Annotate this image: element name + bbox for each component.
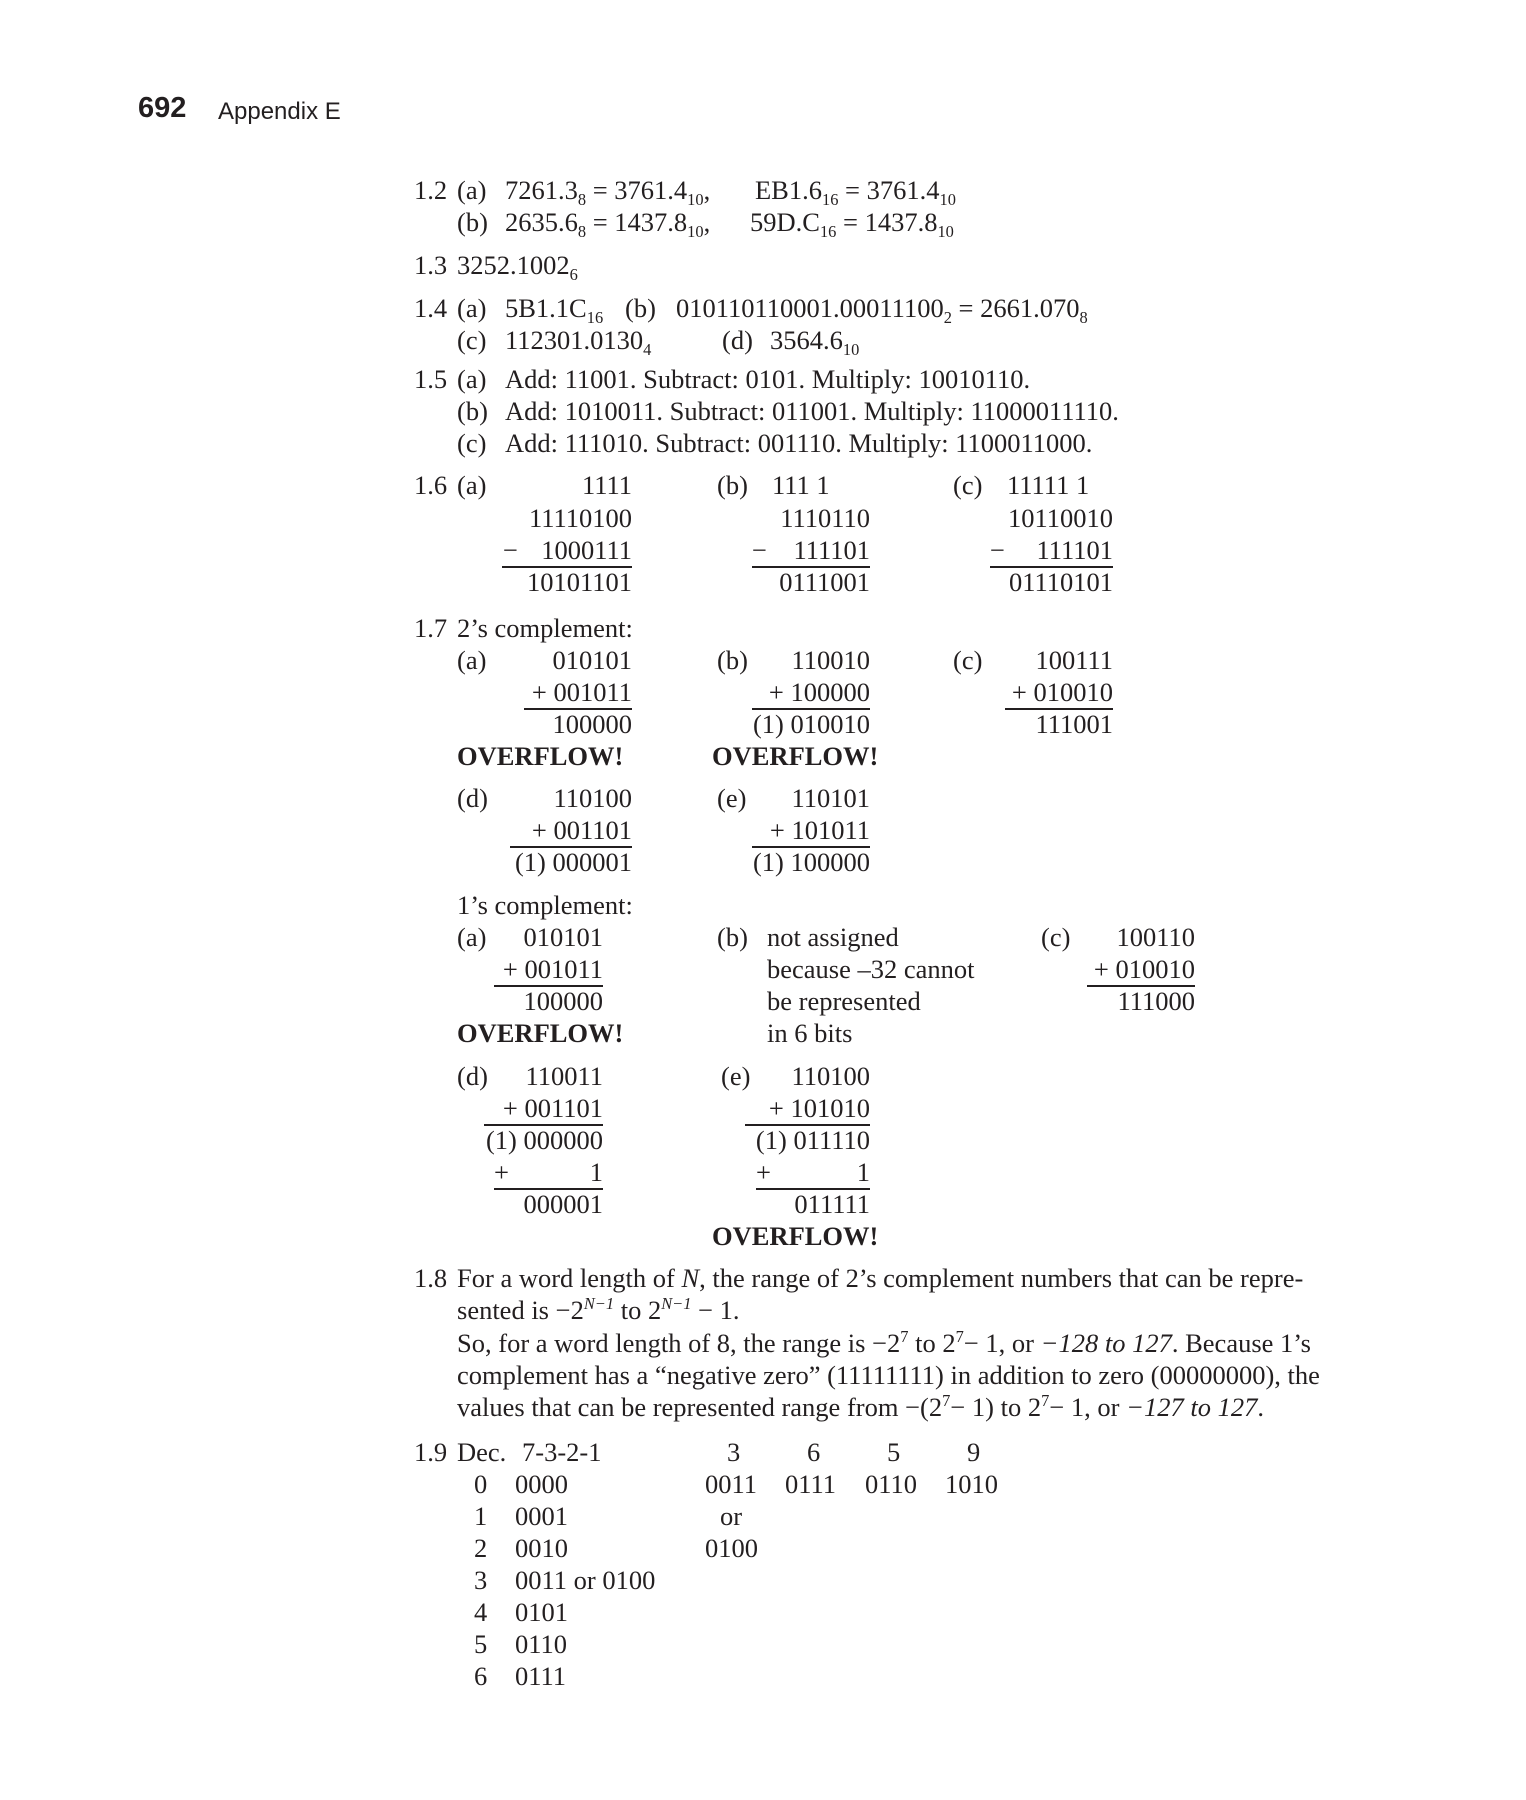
problem-1-4d-answer: $3564.6_{10}$ [770, 325, 860, 359]
table-row-2-code: 0010 [515, 1533, 568, 1563]
problem-1-6c-subtrahend: 111101 [1036, 535, 1113, 565]
problem-1-6b-subtrahend: 111101 [793, 535, 870, 565]
ones-c-addend: + 010010 [1093, 954, 1195, 984]
problem-1-2b-label: (b) [457, 207, 488, 237]
problem-1-5c-label: (c) [457, 428, 487, 458]
problem-1-4-number: 1.4 [414, 293, 448, 323]
twos-d-label: (d) [457, 783, 488, 813]
encoded-3-or: or [720, 1501, 743, 1531]
ones-e-result: 011111 [794, 1189, 870, 1219]
ones-d-plus: + [494, 1157, 509, 1187]
ones-complement-heading: 1’s complement: [457, 890, 633, 920]
table-row-1-code: 0001 [515, 1501, 568, 1531]
problem-1-2a-octal: $7261.3_8 = 3761.4_{10}$, [505, 175, 711, 209]
encoded-5: 0110 [865, 1469, 918, 1499]
problem-1-5b-answer: Add: 1010011. Subtract: 011001. Multiply: 11000011110. [505, 396, 1119, 426]
problem-1-6c-minus: − [990, 535, 1005, 565]
problem-1-8-number: 1.8 [414, 1263, 448, 1293]
problem-1-7-number: 1.7 [414, 613, 448, 643]
digit-6: 6 [807, 1437, 821, 1467]
problem-1-6a-label: (a) [457, 470, 487, 500]
problem-1-6b-label: (b) [717, 470, 748, 500]
ones-c-label: (c) [1041, 922, 1071, 952]
twos-a-label: (a) [457, 645, 487, 675]
problem-1-5-number: 1.5 [414, 364, 448, 394]
twos-c-addend: + 010010 [1011, 677, 1113, 707]
twos-b-overflow: OVERFLOW! [712, 741, 879, 771]
table-row-0-code: 0000 [515, 1469, 568, 1499]
digit-9: 9 [967, 1437, 981, 1467]
ones-b-line-3: be represented [767, 986, 921, 1016]
digit-3: 3 [727, 1437, 741, 1467]
ones-e-top: 110100 [791, 1061, 870, 1091]
problem-1-5b-label: (b) [457, 396, 488, 426]
table-dec-header: Dec. [457, 1437, 507, 1467]
problem-1-8-line-2: sented is $-2^{N-1}$ to $2^{N-1} - 1$. [457, 1294, 740, 1325]
ones-d-carry: 1 [589, 1157, 603, 1187]
twos-c-label: (c) [953, 645, 983, 675]
problem-1-3-number: 1.3 [414, 250, 448, 280]
problem-1-5a-label: (a) [457, 364, 487, 394]
twos-e-addend: + 101011 [769, 815, 870, 845]
twos-e-label: (e) [717, 783, 747, 813]
problem-1-2a-hex: $EB1.6_{16} = 3761.4_{10}$ [755, 175, 956, 209]
ones-d-result: 000001 [523, 1189, 603, 1219]
twos-complement-heading: 2’s complement: [457, 613, 633, 643]
ones-e-plus: + [756, 1157, 771, 1187]
twos-a-top: 010101 [552, 645, 632, 675]
ones-a-addend: + 001011 [502, 954, 603, 984]
twos-d-result: (1) 000001 [514, 847, 632, 877]
ones-b-line-2: because –32 cannot [767, 954, 975, 984]
twos-d-addend: + 001101 [531, 815, 632, 845]
twos-a-addend: + 001011 [531, 677, 632, 707]
problem-1-9-number: 1.9 [414, 1437, 448, 1467]
ones-a-label: (a) [457, 922, 487, 952]
problem-1-4d-label: (d) [722, 325, 753, 355]
twos-c-top: 100111 [1035, 645, 1113, 675]
ones-a-overflow: OVERFLOW! [457, 1018, 624, 1048]
problem-1-6a-minus: − [503, 535, 518, 565]
problem-1-2b-octal: $2635.6_8 = 1437.8_{10}$, [505, 207, 711, 241]
ones-a-top: 010101 [523, 922, 603, 952]
ones-d-label: (d) [457, 1061, 488, 1091]
encoded-9: 1010 [945, 1469, 998, 1499]
problem-1-5a-answer: Add: 11001. Subtract: 0101. Multiply: 10010110. [505, 364, 1031, 394]
problem-1-6b-result: 0111001 [779, 567, 870, 597]
ones-b-line-1: not assigned [767, 922, 899, 952]
problem-1-8-line-4: complement has a “negative zero” (11111111) in addition to zero (00000000), the [457, 1360, 1320, 1390]
ones-e-label: (e) [721, 1061, 751, 1091]
problem-1-4c-answer: $112301.0130_4$ [505, 325, 652, 359]
table-row-5-code: 0110 [515, 1629, 568, 1659]
problem-1-6b-minus: − [752, 535, 767, 565]
problem-1-8-line-5: values that can be represented range from $-(2^7- 1)$ to $2^7- 1$, or −127 to 127. [457, 1391, 1264, 1422]
problem-1-8-line-3: So, for a word length of 8, the range is $-2^7$ to $2^7- 1$, or −128 to 127. Because 1’s [457, 1327, 1311, 1358]
table-row-6-dec: 6 [474, 1661, 488, 1691]
ones-e-addend: + 101010 [768, 1093, 870, 1123]
twos-b-result: (1) 010010 [752, 709, 870, 739]
encoded-3-alternate: 0100 [705, 1533, 758, 1563]
twos-a-result: 100000 [552, 709, 632, 739]
problem-1-6c-result: 01110101 [1008, 567, 1113, 597]
table-row-0-dec: 0 [474, 1469, 488, 1499]
ones-b-line-4: in 6 bits [767, 1018, 853, 1048]
problem-1-6a-subtrahend: 1000111 [541, 535, 632, 565]
page-number: 692 [138, 92, 187, 124]
problem-1-6-number: 1.6 [414, 470, 448, 500]
table-row-2-dec: 2 [474, 1533, 488, 1563]
ones-e-intermediate: (1) 011110 [755, 1125, 870, 1155]
twos-b-top: 110010 [791, 645, 870, 675]
table-code-header: 7-3-2-1 [522, 1437, 602, 1467]
problem-1-4c-label: (c) [457, 325, 487, 355]
problem-1-6c-top: 10110010 [1007, 503, 1113, 533]
problem-1-3-answer: $3252.1002_6$ [457, 250, 578, 284]
problem-1-6c-borrow: 11111 1 [1007, 470, 1090, 500]
table-row-6-code: 0111 [515, 1661, 567, 1691]
digit-5: 5 [887, 1437, 901, 1467]
table-row-4-dec: 4 [474, 1597, 488, 1627]
problem-1-6b-top: 1110110 [780, 503, 870, 533]
twos-e-result: (1) 100000 [752, 847, 870, 877]
encoded-6: 0111 [785, 1469, 837, 1499]
twos-c-result: 111001 [1035, 709, 1113, 739]
twos-b-addend: + 100000 [768, 677, 870, 707]
table-row-1-dec: 1 [474, 1501, 488, 1531]
ones-e-carry: 1 [856, 1157, 870, 1187]
problem-1-6b-borrow: 111 1 [772, 470, 830, 500]
twos-b-label: (b) [717, 645, 748, 675]
problem-1-6a-top: 11110100 [528, 503, 632, 533]
problem-1-5c-answer: Add: 111010. Subtract: 001110. Multiply: 1100011000. [505, 428, 1093, 458]
problem-1-6a-result: 10101101 [526, 567, 632, 597]
problem-1-2b-hex: $59D.C_{16} = 1437.8_{10}$ [750, 207, 954, 241]
ones-b-label: (b) [717, 922, 748, 952]
problem-1-4b-answer: $010110110001.00011100_2 = 2661.070_8$ [676, 293, 1088, 327]
problem-1-6c-label: (c) [953, 470, 983, 500]
problem-1-4b-label: (b) [625, 293, 656, 323]
twos-e-top: 110101 [791, 783, 870, 813]
problem-1-6a-borrow: 1111 [581, 470, 632, 500]
ones-d-addend: + 001101 [502, 1093, 603, 1123]
table-row-3-code: 0011 or 0100 [515, 1565, 656, 1595]
problem-1-4a-label: (a) [457, 293, 487, 323]
running-title: Appendix E [218, 98, 341, 125]
ones-d-intermediate: (1) 000000 [485, 1125, 603, 1155]
table-row-5-dec: 5 [474, 1629, 488, 1659]
twos-d-top: 110100 [553, 783, 632, 813]
problem-1-2a-label: (a) [457, 175, 487, 205]
table-row-3-dec: 3 [474, 1565, 488, 1595]
problem-1-2-number: 1.2 [414, 175, 448, 205]
encoded-3: 0011 [705, 1469, 758, 1499]
ones-a-result: 100000 [523, 986, 603, 1016]
problem-1-8-line-1: For a word length of N, the range of 2’s complement numbers that can be repre- [457, 1263, 1304, 1293]
ones-d-top: 110011 [525, 1061, 603, 1091]
ones-c-top: 100110 [1116, 922, 1195, 952]
problem-1-4a-answer: $5B1.1C_{16}$ [505, 293, 604, 327]
ones-e-overflow: OVERFLOW! [712, 1221, 879, 1251]
twos-a-overflow: OVERFLOW! [457, 741, 624, 771]
table-row-4-code: 0101 [515, 1597, 568, 1627]
ones-c-result: 111000 [1117, 986, 1195, 1016]
